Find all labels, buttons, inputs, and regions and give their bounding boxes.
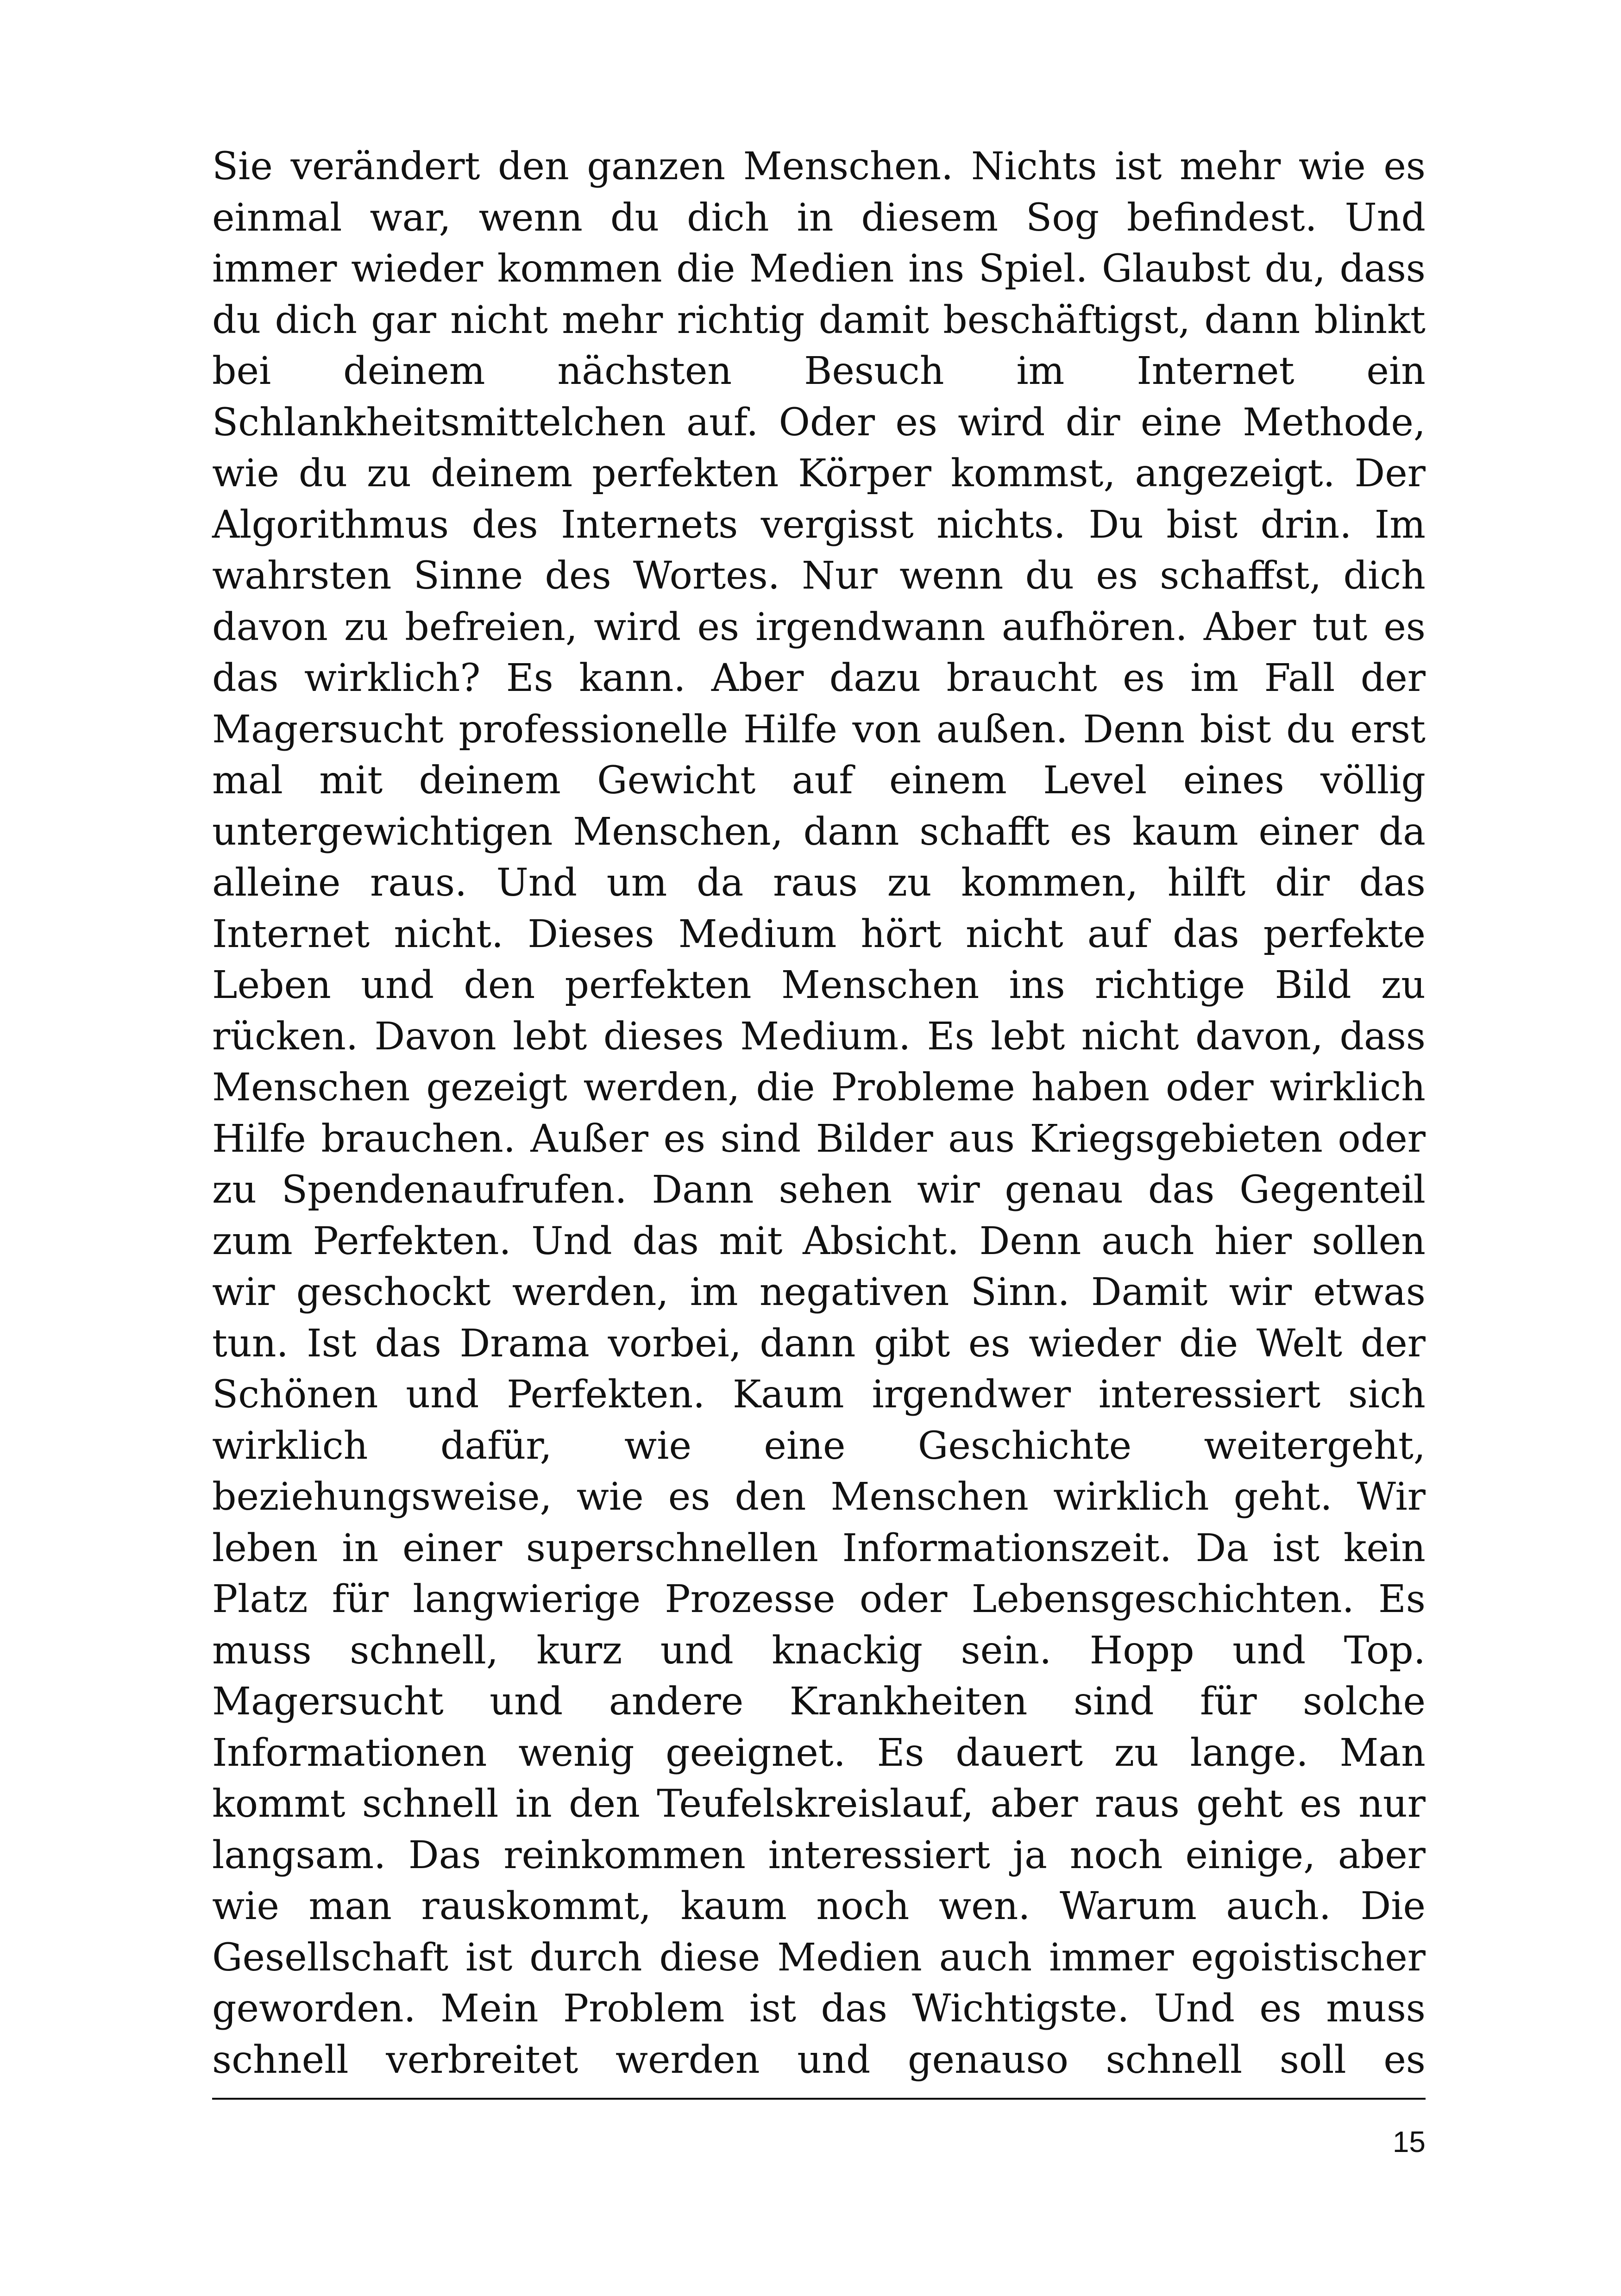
text-line: Schönen und Perfekten. Kaum irgendwer interessiert sich xyxy=(212,1373,1426,1417)
text-line: muss schnell, kurz und knackig sein. Hopp und Top. xyxy=(212,1628,1426,1673)
text-line: leben in einer superschnellen Informationszeit. Da ist kein xyxy=(212,1526,1426,1570)
text-line: Magersucht professionelle Hilfe von außen. Denn bist du erst xyxy=(212,707,1426,752)
text-line: tun. Ist das Drama vorbei, dann gibt es wieder die Welt der xyxy=(212,1321,1426,1366)
text-line: Hilfe brauchen. Außer es sind Bilder aus Kriegsgebieten oder xyxy=(212,1117,1426,1161)
text-line: du dich gar nicht mehr richtig damit beschäftigst, dann blinkt xyxy=(212,298,1426,342)
text-line: wahrsten Sinne des Wortes. Nur wenn du es schaffst, dich xyxy=(212,554,1426,598)
text-line: Internet nicht. Dieses Medium hört nicht auf das perfekte xyxy=(212,912,1426,956)
text-line: Schlankheitsmittelchen auf. Oder es wird dir eine Methode, xyxy=(212,400,1426,445)
text-line: mal mit deinem Gewicht auf einem Level eines völlig xyxy=(212,759,1426,803)
text-line: Informationen wenig geeignet. Es dauert zu lange. Man xyxy=(212,1731,1426,1775)
text-line: schnell verbreitet werden und genauso schnell soll es xyxy=(212,2038,1426,2082)
footer-rule xyxy=(212,2098,1426,2100)
text-line: zu Spendenaufrufen. Dann sehen wir genau das Gegenteil xyxy=(212,1168,1426,1212)
text-line: untergewichtigen Menschen, dann schafft es kaum einer da xyxy=(212,809,1426,854)
body-text xyxy=(212,141,1426,2086)
text-line: Algorithmus des Internets vergisst nichts. Du bist drin. Im xyxy=(212,502,1426,547)
text-line: bei deinem nächsten Besuch im Internet ein xyxy=(212,349,1426,393)
text-line: beziehungsweise, wie es den Menschen wirklich geht. Wir xyxy=(212,1475,1426,1519)
text-line: kommt schnell in den Teufelskreislauf, aber raus geht es nur xyxy=(212,1782,1426,1826)
text-line: alleine raus. Und um da raus zu kommen, hilft dir das xyxy=(212,861,1426,905)
text-line: Magersucht und andere Krankheiten sind für solche xyxy=(212,1680,1426,1724)
text-line: wirklich dafür, wie eine Geschichte weitergeht, xyxy=(212,1424,1426,1468)
text-line: Leben und den perfekten Menschen ins richtige Bild zu xyxy=(212,963,1426,1007)
text-line: einmal war, wenn du dich in diesem Sog befindest. Und xyxy=(212,195,1426,240)
text-line: zum Perfekten. Und das mit Absicht. Denn auch hier sollen xyxy=(212,1219,1426,1263)
text-line: immer wieder kommen die Medien ins Spiel. Glaubst du, dass xyxy=(212,247,1426,291)
text-line: langsam. Das reinkommen interessiert ja noch einige, aber xyxy=(212,1833,1426,1877)
text-line: Sie verändert den ganzen Menschen. Nichts ist mehr wie es xyxy=(212,144,1426,188)
text-line: Gesellschaft ist durch diese Medien auch immer egoistischer xyxy=(212,1935,1426,1980)
text-line: das wirklich? Es kann. Aber dazu braucht es im Fall der xyxy=(212,656,1426,700)
text-line: wie man rauskommt, kaum noch wen. Warum auch. Die xyxy=(212,1884,1426,1928)
text-line: geworden. Mein Problem ist das Wichtigste. Und es muss xyxy=(212,1987,1426,2031)
text-line: Platz für langwierige Prozesse oder Lebensgeschichten. Es xyxy=(212,1577,1426,1621)
text-line: davon zu befreien, wird es irgendwann aufhören. Aber tut es xyxy=(212,605,1426,649)
text-line: wir geschockt werden, im negativen Sinn. Damit wir etwas xyxy=(212,1270,1426,1314)
text-line: rücken. Davon lebt dieses Medium. Es lebt nicht davon, dass xyxy=(212,1014,1426,1059)
text-line: wie du zu deinem perfekten Körper kommst, angezeigt. Der xyxy=(212,452,1426,496)
page-number: 15 xyxy=(1392,2125,1426,2158)
text-line: Menschen gezeigt werden, die Probleme haben oder wirklich xyxy=(212,1066,1426,1110)
